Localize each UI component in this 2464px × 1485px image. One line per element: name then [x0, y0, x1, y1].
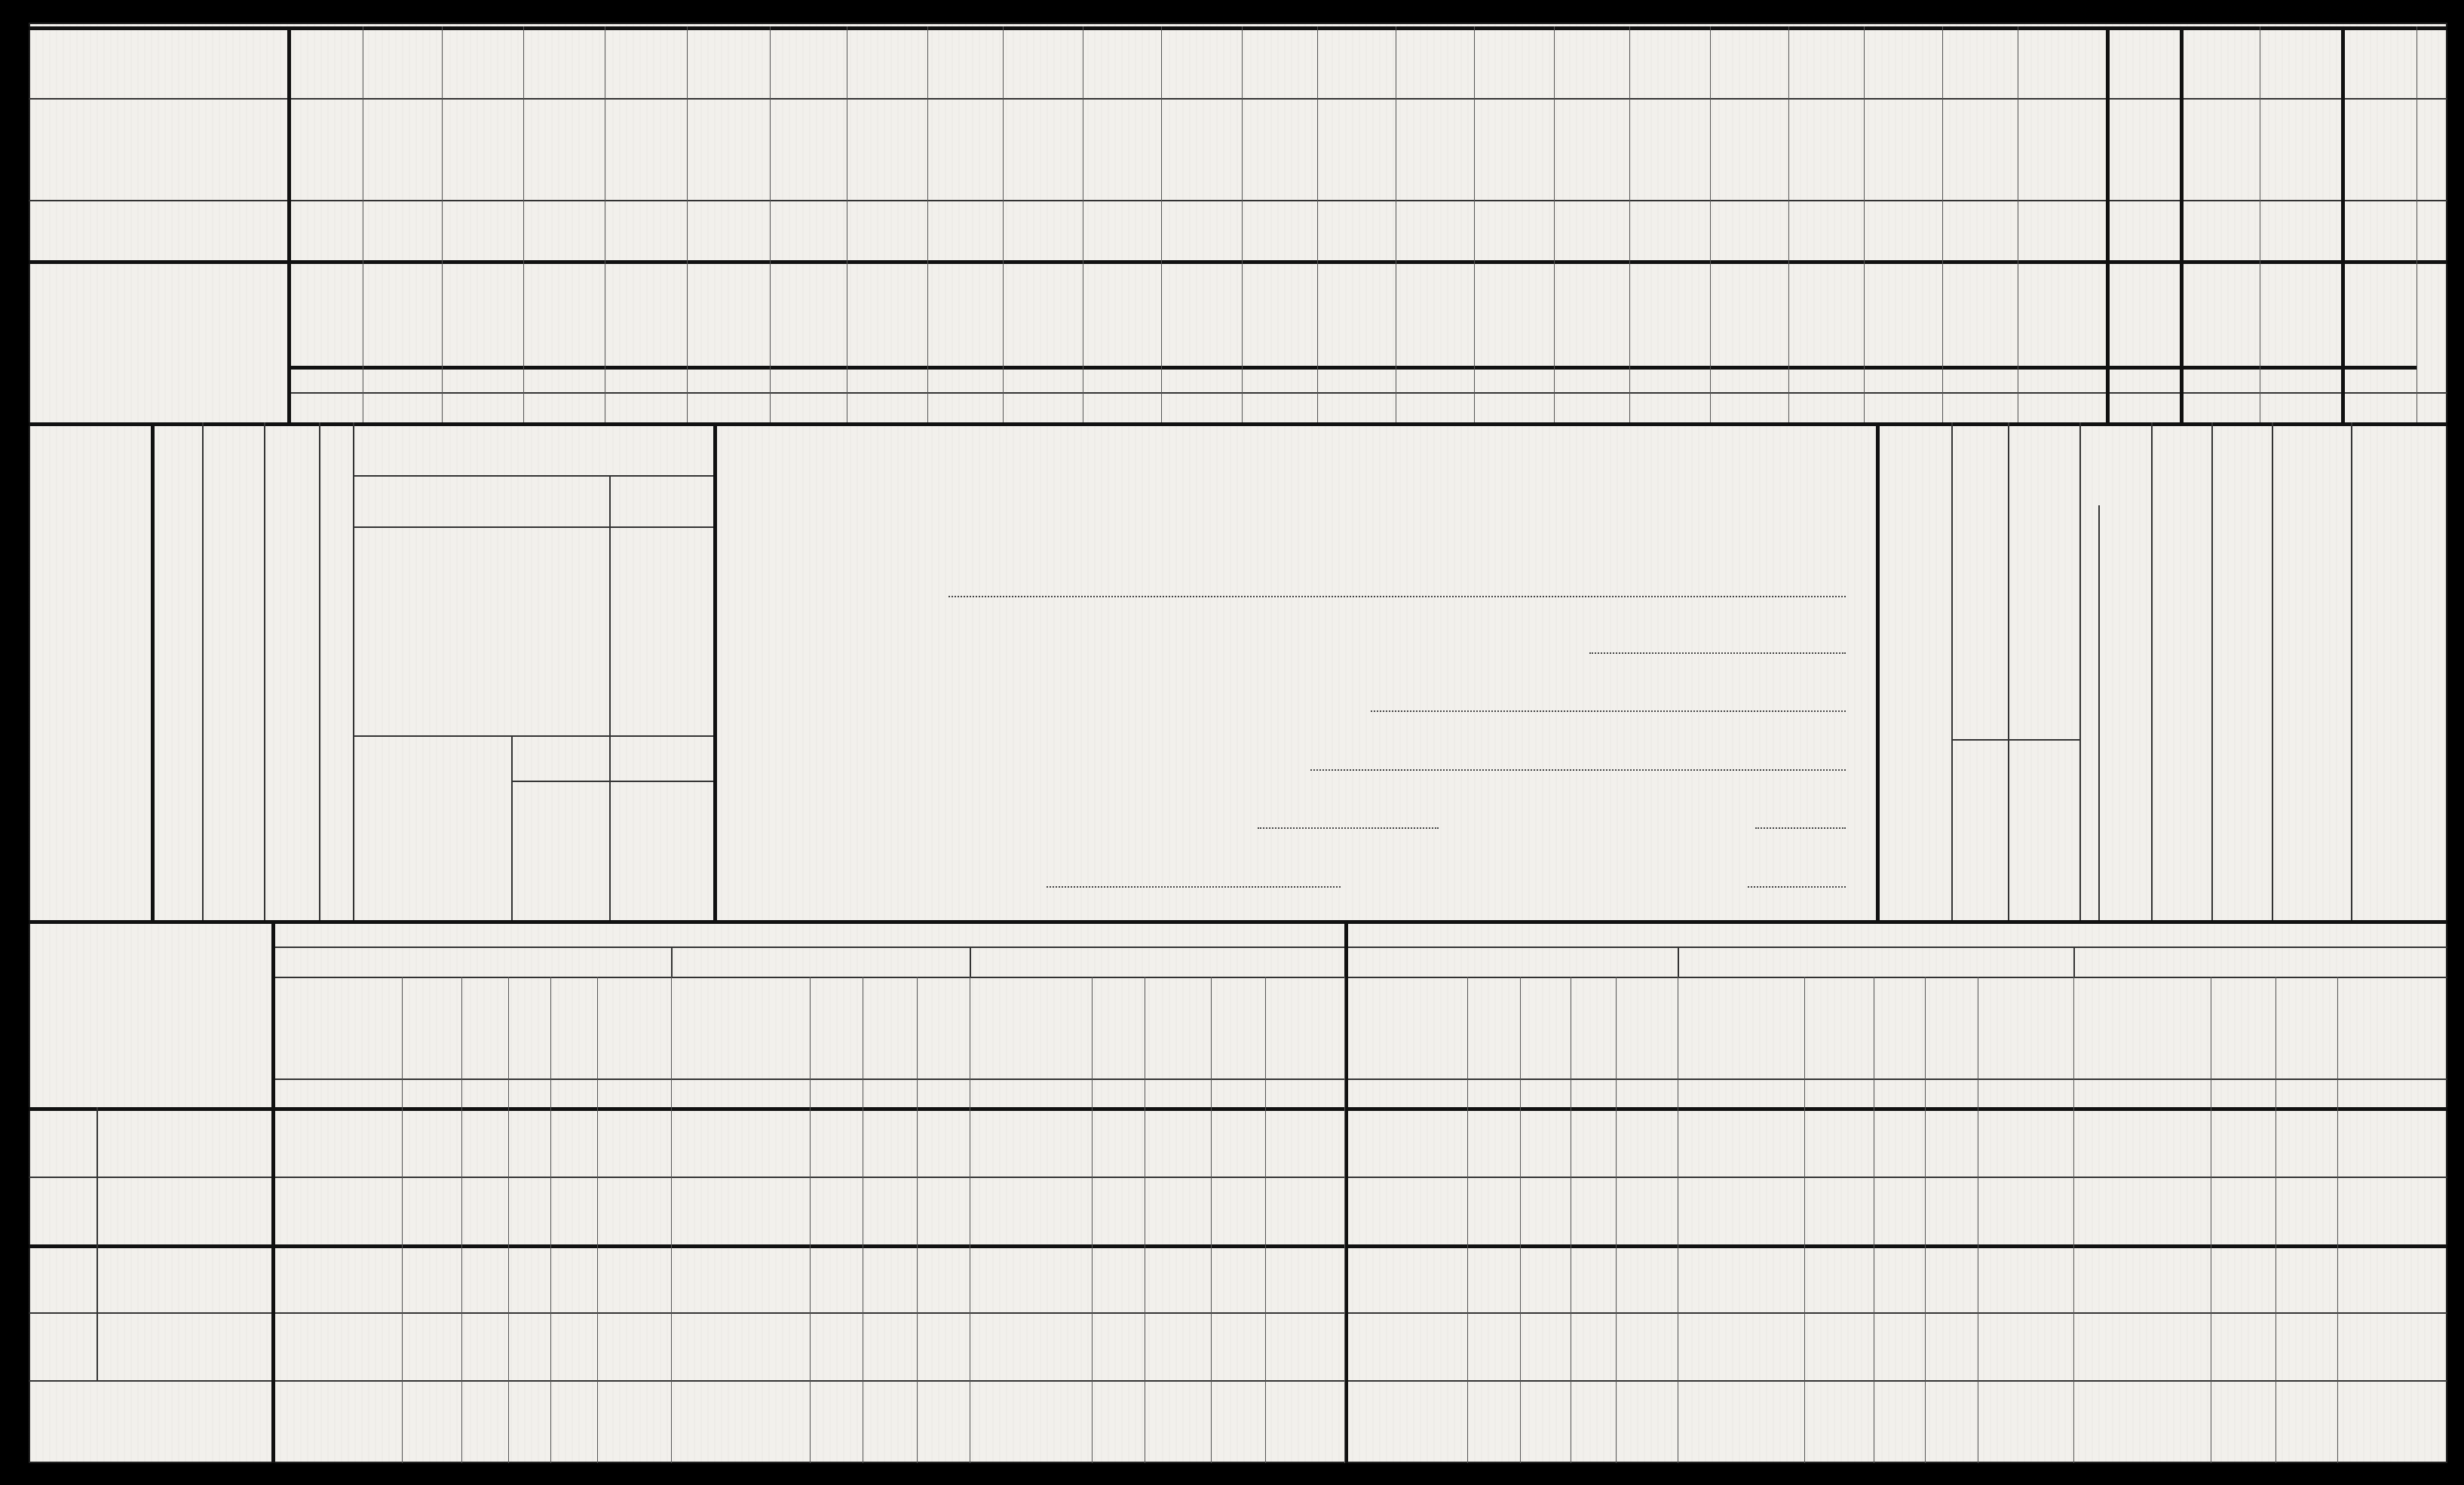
answer-line [1047, 886, 1341, 888]
grid-line-vertical [1942, 26, 1943, 422]
grid-line-vertical [2098, 505, 2100, 920]
grid-line-horizontal [29, 98, 2447, 100]
grid-line-vertical [597, 977, 598, 1463]
grid-line-vertical [1092, 977, 1093, 1463]
grid-line-vertical [1616, 977, 1617, 1463]
grid-line-vertical [1788, 26, 1789, 422]
grid-line-vertical [687, 26, 688, 422]
grid-line-vertical [1211, 977, 1212, 1463]
answer-line [1371, 710, 1846, 712]
grid-line-horizontal [271, 947, 2447, 948]
grid-line-vertical [2106, 26, 2110, 422]
grid-line-horizontal [29, 1107, 2447, 1111]
grid-line-vertical [1554, 26, 1555, 422]
grid-line-vertical [770, 26, 771, 422]
answer-line [1258, 827, 1439, 829]
grid-line-vertical [2073, 947, 2075, 977]
grid-line-vertical [2079, 422, 2081, 920]
grid-line-horizontal [353, 526, 713, 528]
grid-line-horizontal [287, 366, 2416, 370]
grid-line-vertical [1710, 26, 1711, 422]
grid-line-vertical [1317, 26, 1318, 422]
grid-line-vertical [202, 422, 204, 920]
grid-line-horizontal [29, 422, 2447, 426]
grid-line-vertical [1265, 977, 1266, 1463]
grid-line-vertical [1629, 26, 1630, 422]
grid-line-horizontal [29, 1312, 2447, 1314]
grid-line-vertical [402, 977, 403, 1463]
grid-line-vertical [2151, 422, 2153, 920]
grid-line-vertical [271, 920, 275, 1463]
grid-line-horizontal [29, 920, 2447, 924]
grid-line-vertical [2211, 422, 2213, 920]
grid-line-vertical [1925, 977, 1926, 1463]
grid-line-vertical [550, 977, 551, 1463]
grid-line-vertical [609, 475, 611, 920]
grid-line-horizontal [1951, 739, 2079, 741]
grid-line-vertical [353, 422, 354, 920]
grid-line-vertical [1520, 977, 1521, 1463]
grid-line-vertical [927, 26, 928, 422]
grid-line-vertical [97, 1107, 98, 1380]
grid-line-vertical [508, 977, 509, 1463]
grid-line-vertical [671, 977, 672, 1463]
grid-line-horizontal [29, 1380, 2447, 1382]
answer-line [1755, 827, 1846, 829]
grid-line-vertical [511, 735, 513, 920]
grid-line-vertical [2351, 422, 2352, 920]
grid-line-horizontal [511, 781, 713, 782]
census-card-sheet [29, 23, 2447, 1463]
grid-line-horizontal [353, 735, 713, 737]
grid-line-vertical [2180, 26, 2184, 422]
answer-line [1310, 769, 1846, 771]
grid-line-horizontal [287, 392, 2447, 394]
grid-line-vertical [810, 977, 811, 1463]
answer-line [1748, 886, 1846, 888]
grid-line-vertical [264, 422, 265, 920]
grid-line-vertical [917, 977, 918, 1463]
grid-line-vertical [2008, 422, 2009, 920]
grid-line-vertical [2341, 26, 2345, 422]
grid-line-vertical [713, 422, 717, 920]
grid-line-vertical [151, 422, 155, 920]
grid-line-vertical [1344, 977, 1345, 1463]
grid-line-vertical [1678, 947, 1679, 977]
grid-line-vertical [1474, 26, 1475, 422]
grid-line-vertical [1003, 26, 1004, 422]
grid-line-vertical [287, 26, 291, 422]
grid-line-vertical [2073, 977, 2074, 1463]
grid-line-vertical [442, 26, 443, 422]
grid-line-vertical [461, 977, 462, 1463]
grid-line-vertical [2272, 422, 2273, 920]
grid-line-vertical [2416, 26, 2417, 422]
grid-line-vertical [1242, 26, 1243, 422]
grid-line-horizontal [29, 200, 2447, 201]
grid-line-horizontal [353, 475, 713, 477]
grid-line-vertical [1467, 977, 1468, 1463]
grid-line-vertical [1951, 422, 1953, 920]
answer-line [1589, 652, 1846, 654]
grid-line-vertical [1864, 26, 1865, 422]
grid-line-vertical [970, 947, 971, 977]
grid-line-horizontal [29, 1244, 2447, 1248]
grid-line-horizontal [29, 26, 2447, 30]
answer-line [949, 596, 1846, 597]
grid-line-vertical [1804, 977, 1805, 1463]
grid-line-vertical [319, 422, 320, 920]
grid-line-horizontal [29, 1177, 2447, 1178]
grid-line-vertical [1876, 422, 1880, 920]
grid-line-vertical [2337, 977, 2338, 1463]
grid-line-vertical [671, 947, 673, 977]
grid-line-vertical [523, 26, 524, 422]
grid-line-vertical [1161, 26, 1162, 422]
grid-line-horizontal [29, 260, 2447, 264]
